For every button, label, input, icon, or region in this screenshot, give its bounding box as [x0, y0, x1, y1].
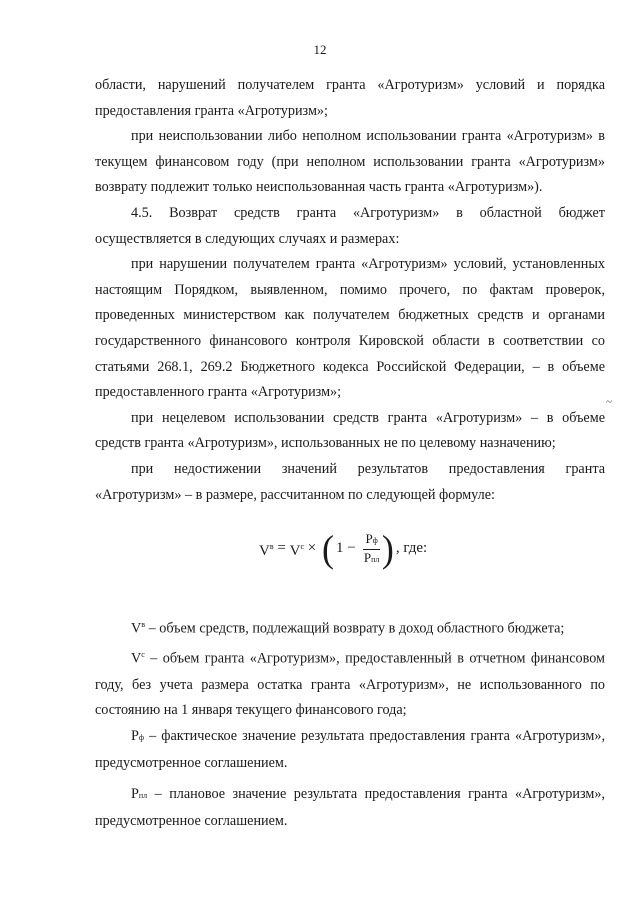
formula-lhs: $V^в$	[259, 541, 274, 559]
paragraph: 4.5. Возврат средств гранта «Агротуризм» в областной бюджет осуществляется в следующих случаях и размерах:	[95, 204, 605, 247]
formula-one-minus: 1 −	[335, 540, 360, 557]
paragraph: при нарушении получателем гранта «Агротуризм» условий, установленных настоящим Порядком, выявленном, помимо прочего, по фактам проверок, проведенных министерством как получателем бюджетных средств и органами государственного финансового контроля Кировской области в соответствии со статьями 268.1, 269.2 Бюджетного кодекса Российской Федерации, – в объеме предоставленного гранта «Агротуризм»;	[95, 256, 605, 401]
formula-vc: $V^c$	[289, 541, 304, 559]
definition-vv: $V^в$ – объем средств, подлежащий возврату в доход областного бюджета;	[131, 620, 565, 637]
fraction-denominator: Рпл	[363, 549, 380, 565]
formula	[259, 528, 428, 571]
document-body	[95, 73, 605, 834]
paragraph: при неиспользовании либо неполном использовании гранта «Агротуризм» в текущем финансовом году (при неполном использовании гранта «Агротуризм» возврату подлежит только неиспользованная часть гранта «Агротуризм»).	[95, 128, 605, 196]
formula-equals: =	[273, 540, 290, 557]
fraction-numerator: Рф	[363, 532, 379, 550]
formula-fraction	[363, 532, 379, 567]
definition-pf: Рф – фактическое значение результата предоставления гранта «Агротуризм», предусмотренное соглашением.	[95, 727, 605, 771]
paragraph: при недостижении значений результатов предоставления гранта «Агротуризм» – в размере, рассчитанном по следующей формуле:	[95, 460, 605, 503]
formula-block	[95, 508, 605, 612]
formula-tail: , где:	[395, 540, 428, 557]
formula-times: ×	[304, 540, 320, 557]
paren-left: (	[321, 528, 334, 571]
paren-right: )	[381, 528, 394, 571]
definition-ppl: Рпл – плановое значение результата предоставления гранта «Агротуризм», предусмотренное соглашением.	[95, 786, 605, 829]
margin-mark: ~	[606, 396, 612, 408]
paragraph: при нецелевом использовании средств гранта «Агротуризм» – в объеме средств гранта «Агротуризм», использованных не по целевому назначению;	[95, 409, 605, 452]
page-number: 12	[313, 42, 327, 57]
definition-vc: $V^с$ – объем гранта «Агротуризм», предоставленный в отчетном финансовом году, без учета размера остатка гранта «Агротуризм», не использованного по состоянию на 1 января текущего финансового года;	[95, 650, 605, 719]
paragraph: области, нарушений получателем гранта «Агротуризм» условий и порядка предоставления гранта «Агротуризм»;	[95, 77, 605, 119]
